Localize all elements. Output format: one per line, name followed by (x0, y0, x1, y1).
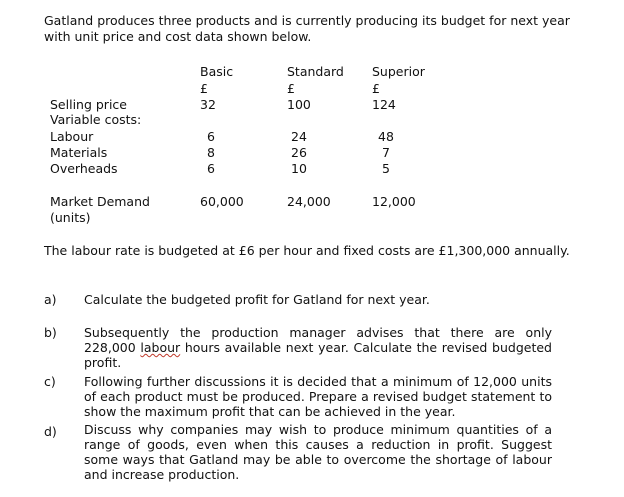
column-header-superior: Superior (372, 64, 425, 79)
cell-selling-price-standard: 100 (287, 97, 311, 112)
row-label-selling-price: Selling price (50, 97, 127, 112)
cell-selling-price-basic: 32 (200, 97, 216, 112)
column-header-basic: Basic (200, 64, 234, 79)
spellcheck-underlined-word: labour (140, 340, 181, 355)
cell-materials-superior: 7 (382, 145, 390, 160)
row-label-labour: Labour (50, 129, 94, 144)
question-b-text (84, 325, 552, 370)
labour-rate-note: The labour rate is budgeted at £6 per hour and fixed costs are £1,300,000 annually. (44, 243, 570, 258)
intro-line-2: with unit price and cost data shown below. (44, 29, 312, 44)
column-header-standard: Standard (287, 64, 344, 79)
currency-basic: £ (200, 81, 208, 96)
cell-demand-basic: 60,000 (200, 194, 244, 209)
cell-overheads-superior: 5 (382, 161, 390, 176)
cell-labour-superior: 48 (378, 129, 394, 144)
row-label-overheads: Overheads (50, 161, 118, 176)
currency-superior: £ (372, 81, 380, 96)
question-a-label: a) (44, 292, 57, 307)
currency-standard: £ (287, 81, 295, 96)
question-c-text: Following further discussions it is decided that a minimum of 12,000 units of each product must be produced. Prepare a revised budget statement to show the maximum profit that can be achieved in the year. (84, 374, 552, 419)
cell-labour-basic: 6 (207, 129, 215, 144)
cell-overheads-basic: 6 (207, 161, 215, 176)
row-label-market-demand-units: (units) (50, 210, 91, 225)
question-c-label: c) (44, 374, 56, 389)
cell-materials-basic: 8 (207, 145, 215, 160)
question-b-label: b) (44, 325, 57, 340)
cell-demand-superior: 12,000 (372, 194, 416, 209)
question-b-text-pre: Subsequently the production manager advises that there are only 228,000 (84, 325, 552, 355)
cell-selling-price-superior: 124 (372, 97, 396, 112)
question-d-text: Discuss why companies may wish to produce minimum quantities of a range of goods, even when this causes a reduction in profit. Suggest some ways that Gatland may be able to overcome the shortage of labour and increase production. (84, 422, 552, 482)
cell-materials-standard: 26 (291, 145, 307, 160)
question-d-label: d) (44, 424, 57, 439)
row-label-materials: Materials (50, 145, 108, 160)
cell-labour-standard: 24 (291, 129, 307, 144)
row-label-market-demand: Market Demand (50, 194, 150, 209)
question-a-text: Calculate the budgeted profit for Gatland for next year. (84, 292, 430, 307)
intro-line-1: Gatland produces three products and is currently producing its budget for next year (44, 13, 570, 28)
cell-demand-standard: 24,000 (287, 194, 331, 209)
row-label-variable-costs: Variable costs: (50, 112, 142, 127)
question-b-text-post: hours available next year. Calculate the revised budgeted profit. (84, 340, 552, 370)
cell-overheads-standard: 10 (291, 161, 307, 176)
